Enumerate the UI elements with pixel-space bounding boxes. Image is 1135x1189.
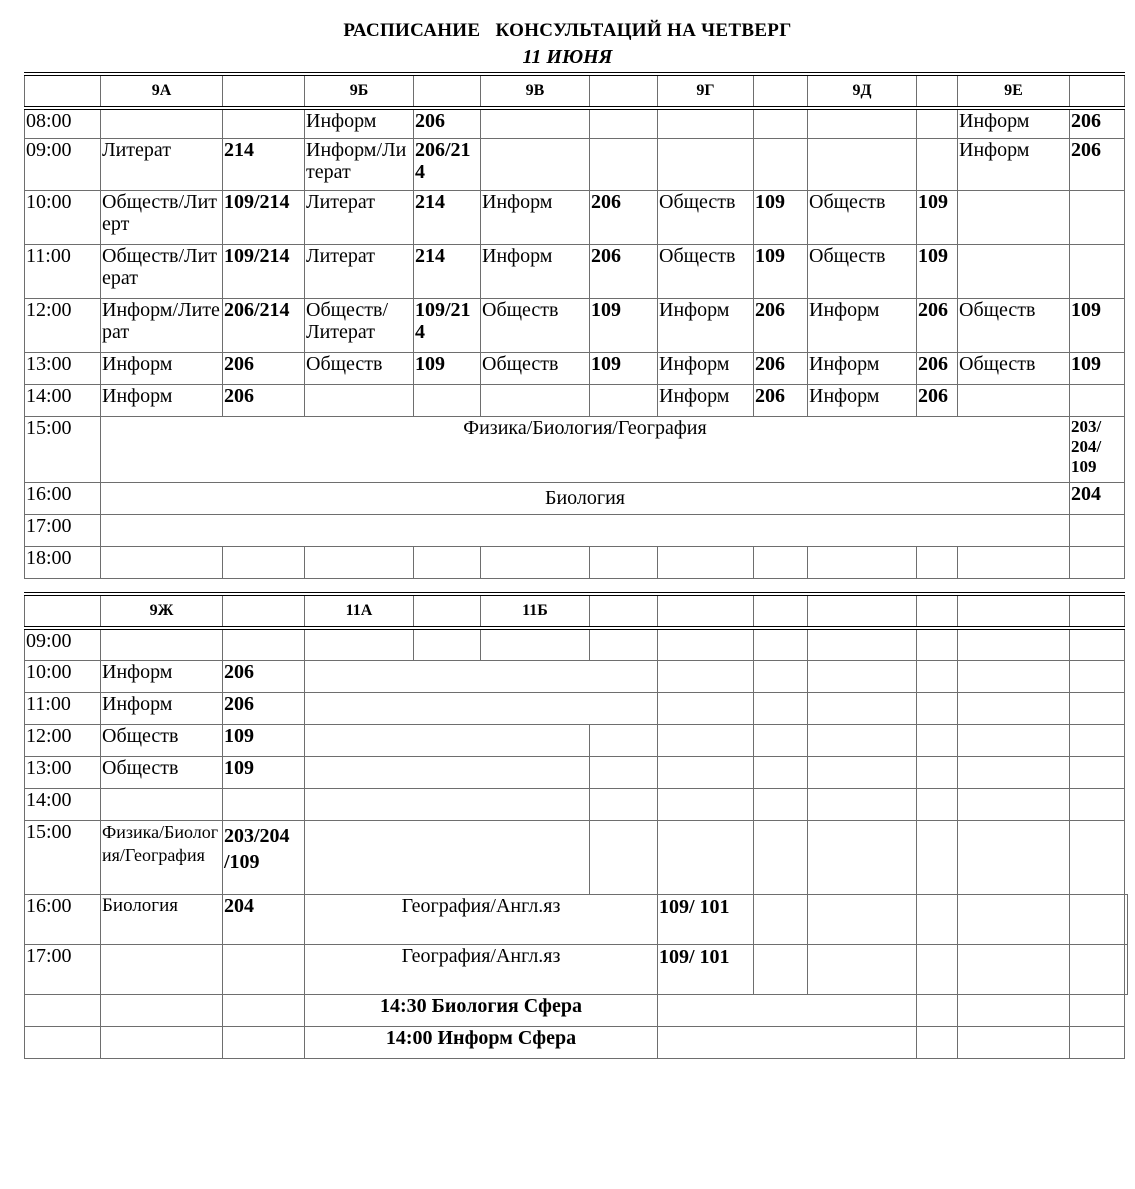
room-cell: 206: [754, 384, 808, 416]
room-cell: 109: [754, 190, 808, 244]
table-row: [25, 416, 1125, 482]
subject-cell: [658, 108, 754, 138]
table-row: [25, 298, 1125, 352]
header-blank: [25, 74, 101, 108]
time-cell: 16:00: [25, 894, 101, 944]
subject-cell: Информ: [101, 660, 223, 692]
time-cell: 13:00: [25, 352, 101, 384]
time-cell: 12:00: [25, 724, 101, 756]
time-cell: 16:00: [25, 482, 101, 514]
subject-cell: [481, 138, 590, 190]
room-cell: 214: [414, 244, 481, 298]
table-row: [25, 108, 1125, 138]
room-cell: 206: [1070, 108, 1125, 138]
room-cell: 206: [754, 298, 808, 352]
subject-cell: Обществ: [101, 724, 223, 756]
subject-cell: Физика/Биология/География: [101, 820, 223, 894]
room-cell: 109: [917, 244, 958, 298]
time-cell: 15:00: [25, 820, 101, 894]
room-cell: 214: [414, 190, 481, 244]
room-cell: [223, 628, 305, 660]
table-row: [25, 514, 1125, 546]
class-header-9zh: 9Ж: [101, 594, 223, 628]
room-cell: [590, 138, 658, 190]
room-cell: [1070, 190, 1125, 244]
subject-cell: Информ: [481, 244, 590, 298]
subject-cell: [958, 244, 1070, 298]
room-cell: [223, 788, 305, 820]
subject-cell: [481, 108, 590, 138]
table-row: [25, 546, 1125, 578]
subject-cell: Информ: [101, 692, 223, 724]
room-cell: 206: [414, 108, 481, 138]
table-row: [25, 384, 1125, 416]
table-row: [25, 756, 1128, 788]
room-cell: 206: [223, 660, 305, 692]
room-cell: [917, 138, 958, 190]
table-row: [25, 1026, 1128, 1058]
class-header-11a: 11А: [305, 594, 414, 628]
class-header-row: [25, 74, 1125, 108]
room-cell: 109/ 101: [658, 894, 754, 944]
time-cell: 09:00: [25, 138, 101, 190]
subject-cell: Информ/Литерат: [101, 298, 223, 352]
subject-cell: Литерат: [101, 138, 223, 190]
merged-empty-cell: [305, 724, 590, 756]
subject-cell: [481, 384, 590, 416]
room-cell: 206: [223, 352, 305, 384]
merged-empty-cell: [305, 692, 658, 724]
table-row: [25, 628, 1128, 660]
table-row: [25, 894, 1128, 944]
subject-cell: Обществ/ Литерат: [305, 298, 414, 352]
time-cell: 17:00: [25, 514, 101, 546]
room-cell: [414, 384, 481, 416]
subject-cell: Обществ: [958, 298, 1070, 352]
room-cell: [223, 944, 305, 994]
room-cell: 109: [754, 244, 808, 298]
subject-cell: [808, 108, 917, 138]
merged-subject-cell: География/Англ.яз: [305, 894, 658, 944]
subject-cell: Литерат: [305, 244, 414, 298]
subject-cell: Информ: [101, 384, 223, 416]
subject-cell: [101, 788, 223, 820]
table-row: [25, 944, 1128, 994]
room-cell: 206: [917, 352, 958, 384]
schedule-table-9zh-11: [24, 592, 1128, 1059]
room-cell: 206: [917, 298, 958, 352]
room-cell: 109/214: [223, 244, 305, 298]
room-cell: 214: [223, 138, 305, 190]
class-header-9b: 9Б: [305, 74, 414, 108]
subject-cell: Обществ: [481, 352, 590, 384]
room-cell: 109: [223, 724, 305, 756]
class-header-9d: 9Д: [808, 74, 917, 108]
time-cell: 11:00: [25, 244, 101, 298]
table-row: [25, 190, 1125, 244]
subject-cell: Обществ: [305, 352, 414, 384]
room-cell: 109: [590, 352, 658, 384]
subject-cell: Информ: [958, 108, 1070, 138]
room-cell: 203/204 /109: [223, 820, 305, 894]
subject-cell: Обществ: [481, 298, 590, 352]
room-cell: 206: [590, 190, 658, 244]
time-cell: 09:00: [25, 628, 101, 660]
room-cell: [1070, 514, 1125, 546]
room-cell: 206: [1070, 138, 1125, 190]
room-cell: 206: [590, 244, 658, 298]
subject-cell: Обществ: [808, 244, 917, 298]
room-cell: [590, 108, 658, 138]
class-header-9v: 9В: [481, 74, 590, 108]
note-biology-sfera: 14:30 Биология Сфера: [305, 994, 658, 1026]
merged-empty-cell: [658, 1026, 917, 1058]
time-cell: 13:00: [25, 756, 101, 788]
time-cell: 10:00: [25, 660, 101, 692]
subject-cell: [101, 108, 223, 138]
room-cell: 203/ 204/ 109: [1070, 416, 1125, 482]
table-row: [25, 138, 1125, 190]
time-cell: 14:00: [25, 788, 101, 820]
subject-cell: Информ: [101, 352, 223, 384]
subject-cell: Информ: [305, 108, 414, 138]
room-cell: 109: [1070, 298, 1125, 352]
class-header-row: [25, 594, 1128, 628]
room-cell: 206: [223, 384, 305, 416]
room-cell: 109: [414, 352, 481, 384]
table-row: [25, 724, 1128, 756]
subject-cell: Обществ: [808, 190, 917, 244]
table-row: [25, 352, 1125, 384]
subject-cell: Информ: [808, 352, 917, 384]
room-cell: 109: [1070, 352, 1125, 384]
room-cell: 206: [223, 692, 305, 724]
subject-cell: Информ: [958, 138, 1070, 190]
table-row: [25, 994, 1128, 1026]
room-cell: 109: [223, 756, 305, 788]
time-cell: 14:00: [25, 384, 101, 416]
room-cell: [590, 384, 658, 416]
merged-empty-cell: [658, 994, 917, 1026]
subject-cell: Обществ/Литерт: [101, 190, 223, 244]
subject-cell: Информ/Литерат: [305, 138, 414, 190]
subject-cell: Обществ: [958, 352, 1070, 384]
room-cell: 109/214: [414, 298, 481, 352]
room-cell: 204: [223, 894, 305, 944]
merged-empty-cell: [305, 660, 658, 692]
subject-cell: Информ: [658, 384, 754, 416]
subject-cell: [101, 944, 223, 994]
class-header-9g: 9Г: [658, 74, 754, 108]
subject-cell: Обществ: [658, 244, 754, 298]
room-cell: 204: [1070, 482, 1125, 514]
time-cell: 11:00: [25, 692, 101, 724]
merged-empty-cell: [305, 788, 590, 820]
subject-cell: Обществ: [101, 756, 223, 788]
table-row: [25, 244, 1125, 298]
class-header-9e: 9Е: [958, 74, 1070, 108]
table-row: [25, 820, 1128, 894]
merged-subject-cell: Физика/Биология/География: [101, 416, 1070, 482]
room-cell: 109: [917, 190, 958, 244]
time-cell: 10:00: [25, 190, 101, 244]
subject-cell: Обществ: [658, 190, 754, 244]
merged-empty-cell: [305, 820, 590, 894]
room-cell: [754, 138, 808, 190]
room-cell: 206: [917, 384, 958, 416]
subject-cell: [958, 384, 1070, 416]
time-cell: 17:00: [25, 944, 101, 994]
subject-cell: Информ: [808, 298, 917, 352]
merged-subject-cell: Биология: [101, 482, 1070, 514]
subject-cell: Информ: [658, 298, 754, 352]
page-date: 11 ИЮНЯ: [522, 46, 613, 68]
room-cell: 206/214: [223, 298, 305, 352]
merged-empty-cell: [101, 514, 1070, 546]
subject-cell: Информ: [481, 190, 590, 244]
subject-cell: [101, 628, 223, 660]
table-row: [25, 660, 1128, 692]
subject-cell: Обществ/Литерат: [101, 244, 223, 298]
page-title: РАСПИСАНИЕ КОНСУЛЬТАЦИЙ НА ЧЕТВЕРГ: [343, 20, 792, 41]
subject-cell: [808, 138, 917, 190]
subject-cell: Литерат: [305, 190, 414, 244]
room-cell: 206/214: [414, 138, 481, 190]
room-cell: [1070, 384, 1125, 416]
room-cell: 109/214: [223, 190, 305, 244]
room-cell: 109/ 101: [658, 944, 754, 994]
subject-cell: [305, 384, 414, 416]
room-cell: 109: [590, 298, 658, 352]
time-cell: 18:00: [25, 546, 101, 578]
table-row: [25, 482, 1125, 514]
subject-cell: [658, 138, 754, 190]
merged-empty-cell: [305, 756, 590, 788]
subject-cell: Информ: [808, 384, 917, 416]
subject-cell: Биология: [101, 894, 223, 944]
class-header-9a: 9А: [101, 74, 223, 108]
time-cell: 08:00: [25, 108, 101, 138]
class-header-11b: 11Б: [481, 594, 590, 628]
subject-cell: Информ: [658, 352, 754, 384]
room-cell: [1070, 244, 1125, 298]
table-row: [25, 692, 1128, 724]
header-blank: [25, 594, 101, 628]
merged-subject-cell: География/Англ.яз: [305, 944, 658, 994]
time-cell: 15:00: [25, 416, 101, 482]
subject-cell: [958, 190, 1070, 244]
schedule-table-9th: [24, 72, 1125, 579]
time-cell: 12:00: [25, 298, 101, 352]
room-cell: [754, 108, 808, 138]
note-inform-sfera: 14:00 Информ Сфера: [305, 1026, 658, 1058]
table-row: [25, 788, 1128, 820]
room-cell: [223, 108, 305, 138]
room-cell: [917, 108, 958, 138]
room-cell: 206: [754, 352, 808, 384]
